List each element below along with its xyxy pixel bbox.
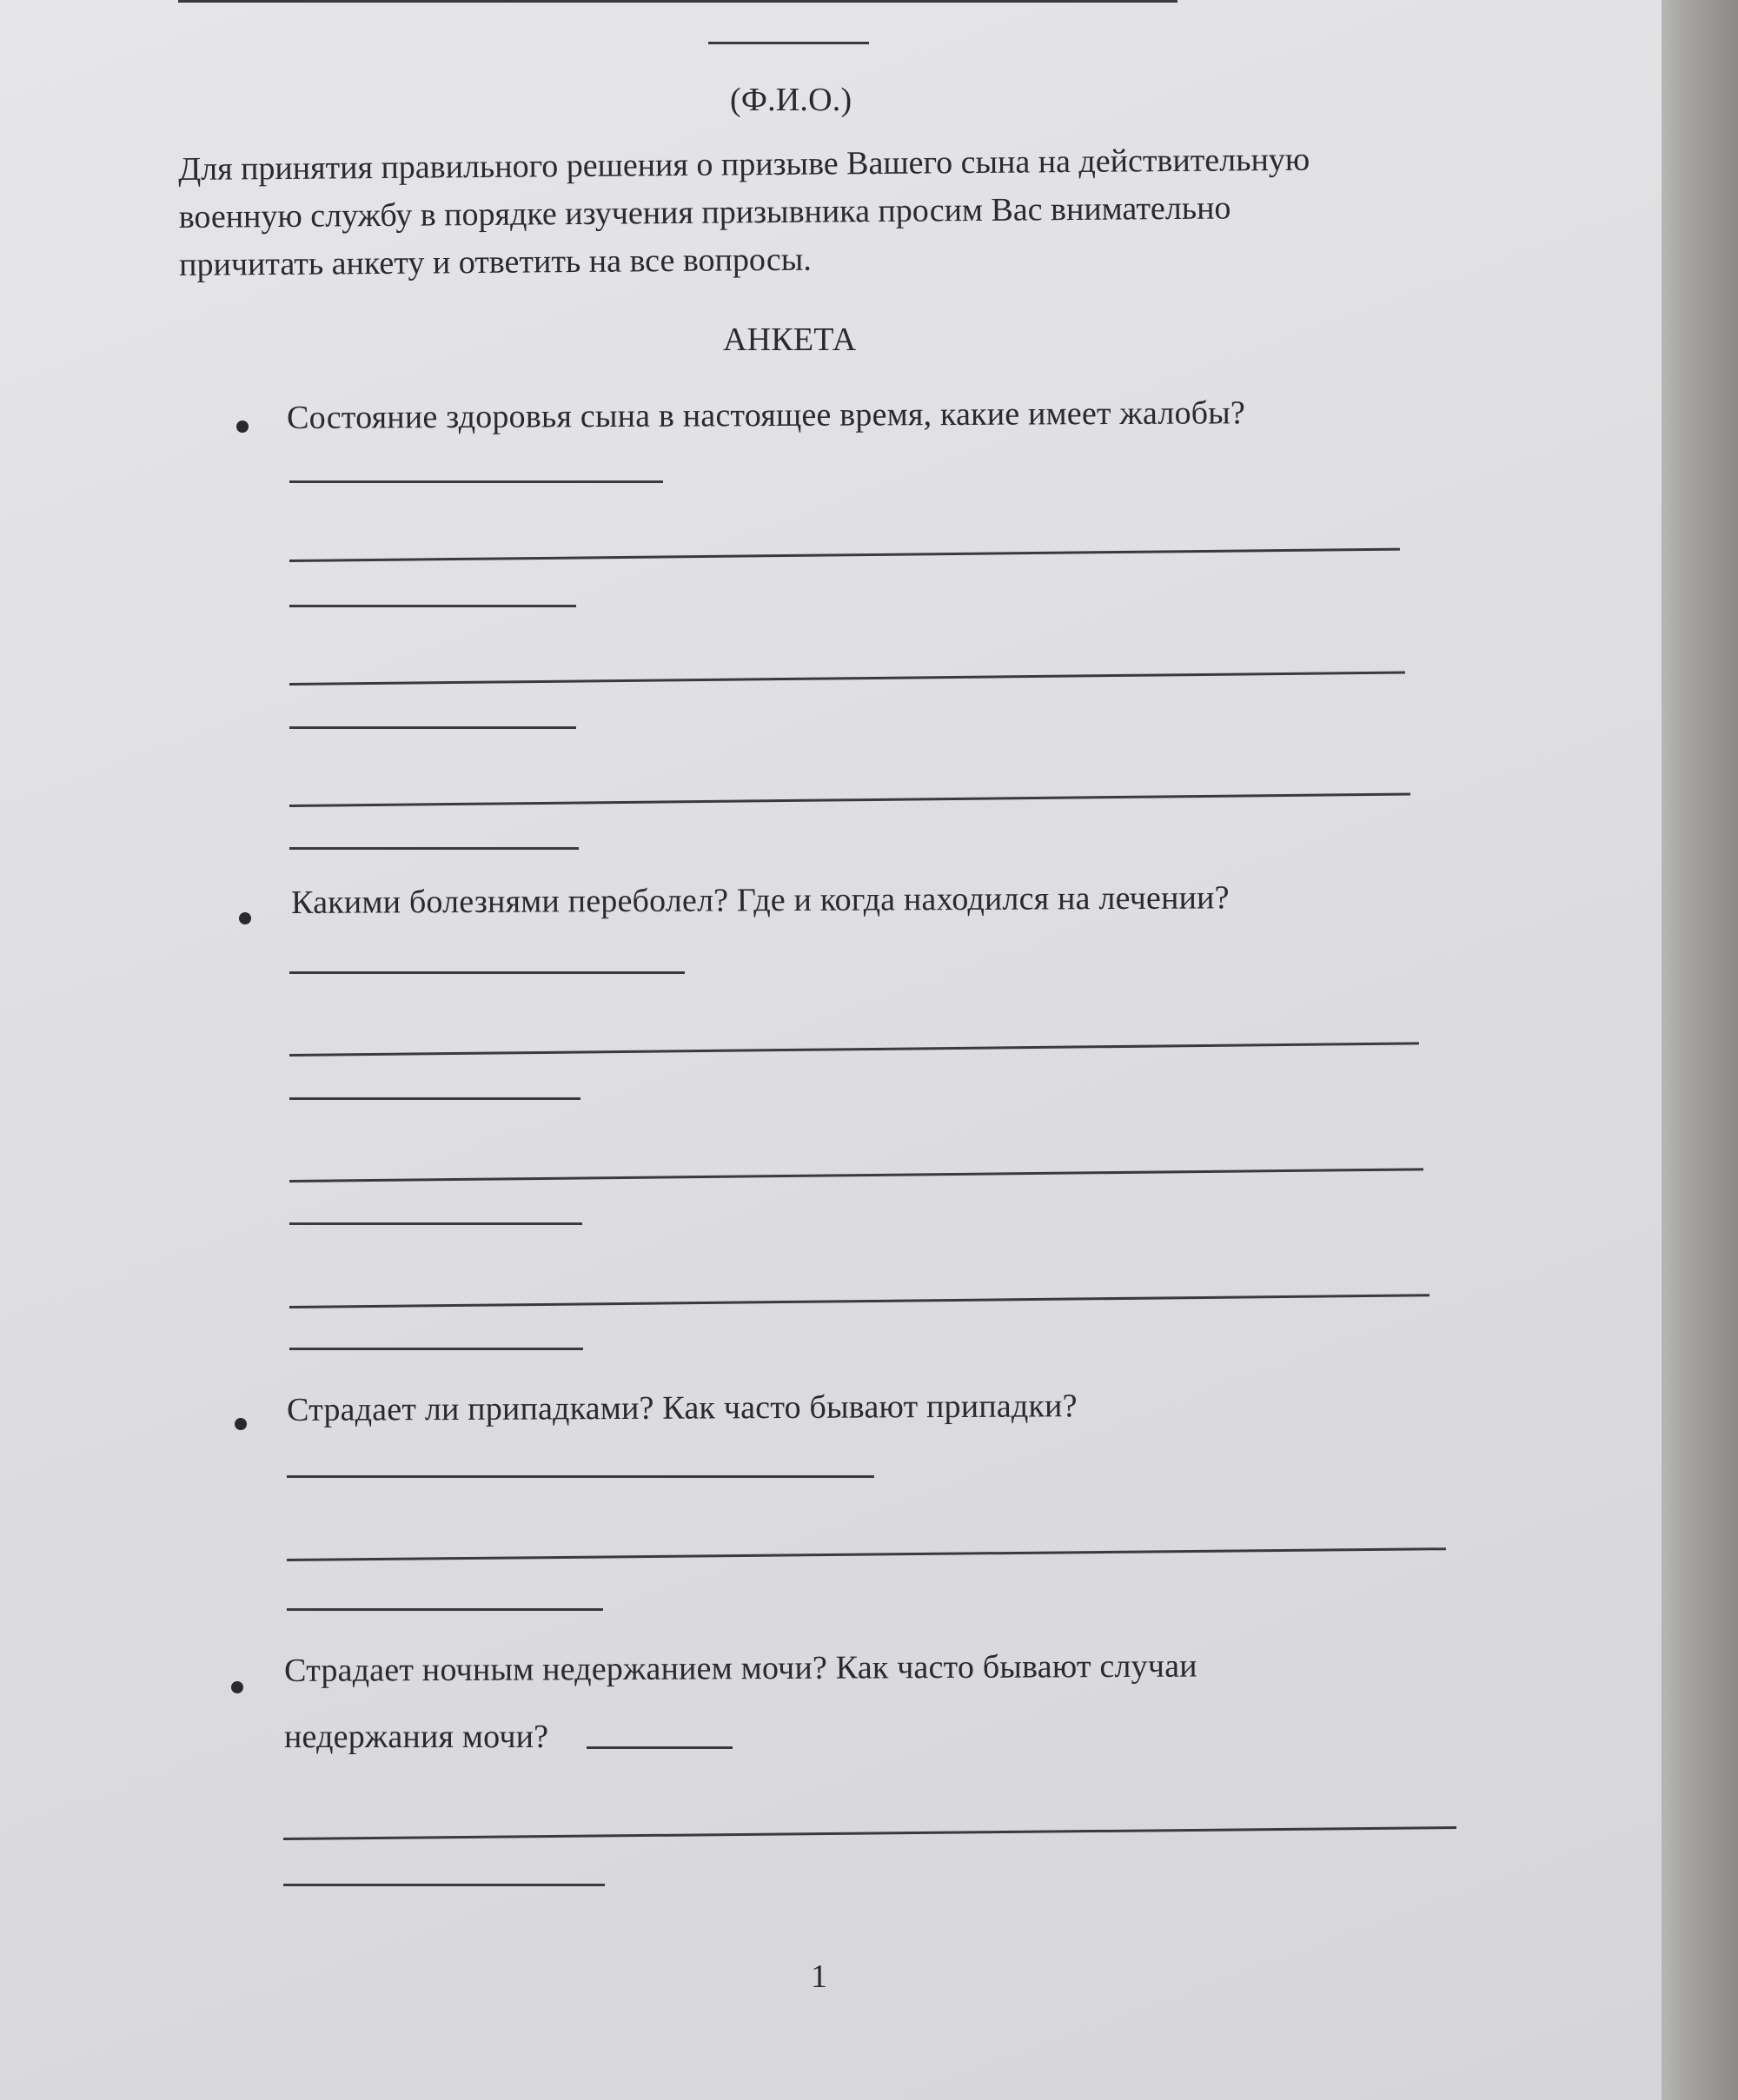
- background-edge: [1658, 0, 1738, 2100]
- answer-line[interactable]: [283, 1826, 1456, 1840]
- bullet-4: [231, 1681, 243, 1693]
- bullet-3: [235, 1418, 247, 1430]
- answer-line[interactable]: [287, 1475, 874, 1478]
- fio-caption: (Ф.И.О.): [730, 82, 852, 118]
- question-2: Какими болезнями переболел? Где и когда находился на лечении?: [290, 879, 1230, 921]
- answer-line[interactable]: [289, 792, 1410, 807]
- intro-line-3: причитать анкету и ответить на все вопросы.: [179, 241, 812, 283]
- answer-line[interactable]: [587, 1746, 733, 1749]
- question-1: Состояние здоровья сына в настоящее время, какие имеет жалобы?: [286, 394, 1246, 436]
- intro-line-1: Для принятия правильного решения о призыве Вашего сына на действительную: [178, 141, 1310, 188]
- top-rule: [178, 0, 1177, 3]
- answer-line[interactable]: [289, 1348, 583, 1350]
- bullet-1: [236, 421, 249, 433]
- form-title: АНКЕТА: [723, 321, 857, 358]
- question-4-line-1: Страдает ночным недержанием мочи? Как часто бывают случаи: [283, 1647, 1197, 1689]
- intro-line-2: военную службу в порядке изучения призывника просим Вас внимательно: [178, 189, 1231, 235]
- answer-line[interactable]: [289, 1168, 1423, 1182]
- answer-line[interactable]: [289, 1222, 582, 1225]
- page-number: 1: [811, 1958, 828, 1995]
- answer-line[interactable]: [289, 1042, 1419, 1057]
- answer-line[interactable]: [283, 1884, 605, 1886]
- answer-line[interactable]: [289, 605, 576, 607]
- answer-line[interactable]: [287, 1547, 1446, 1561]
- answer-line[interactable]: [289, 548, 1400, 562]
- fio-line[interactable]: [708, 42, 869, 44]
- answer-line[interactable]: [289, 1294, 1430, 1308]
- bullet-2: [239, 912, 251, 924]
- answer-line[interactable]: [289, 971, 685, 974]
- answer-line[interactable]: [289, 480, 663, 483]
- answer-line[interactable]: [289, 726, 576, 729]
- answer-line[interactable]: [289, 847, 579, 850]
- answer-line[interactable]: [289, 1097, 580, 1100]
- question-4-line-2: недержания мочи?: [284, 1719, 549, 1755]
- question-3: Страдает ли припадками? Как часто бывают припадки?: [286, 1388, 1078, 1428]
- answer-line[interactable]: [289, 672, 1405, 686]
- intro-paragraph: [178, 136, 1310, 289]
- answer-line[interactable]: [287, 1608, 603, 1611]
